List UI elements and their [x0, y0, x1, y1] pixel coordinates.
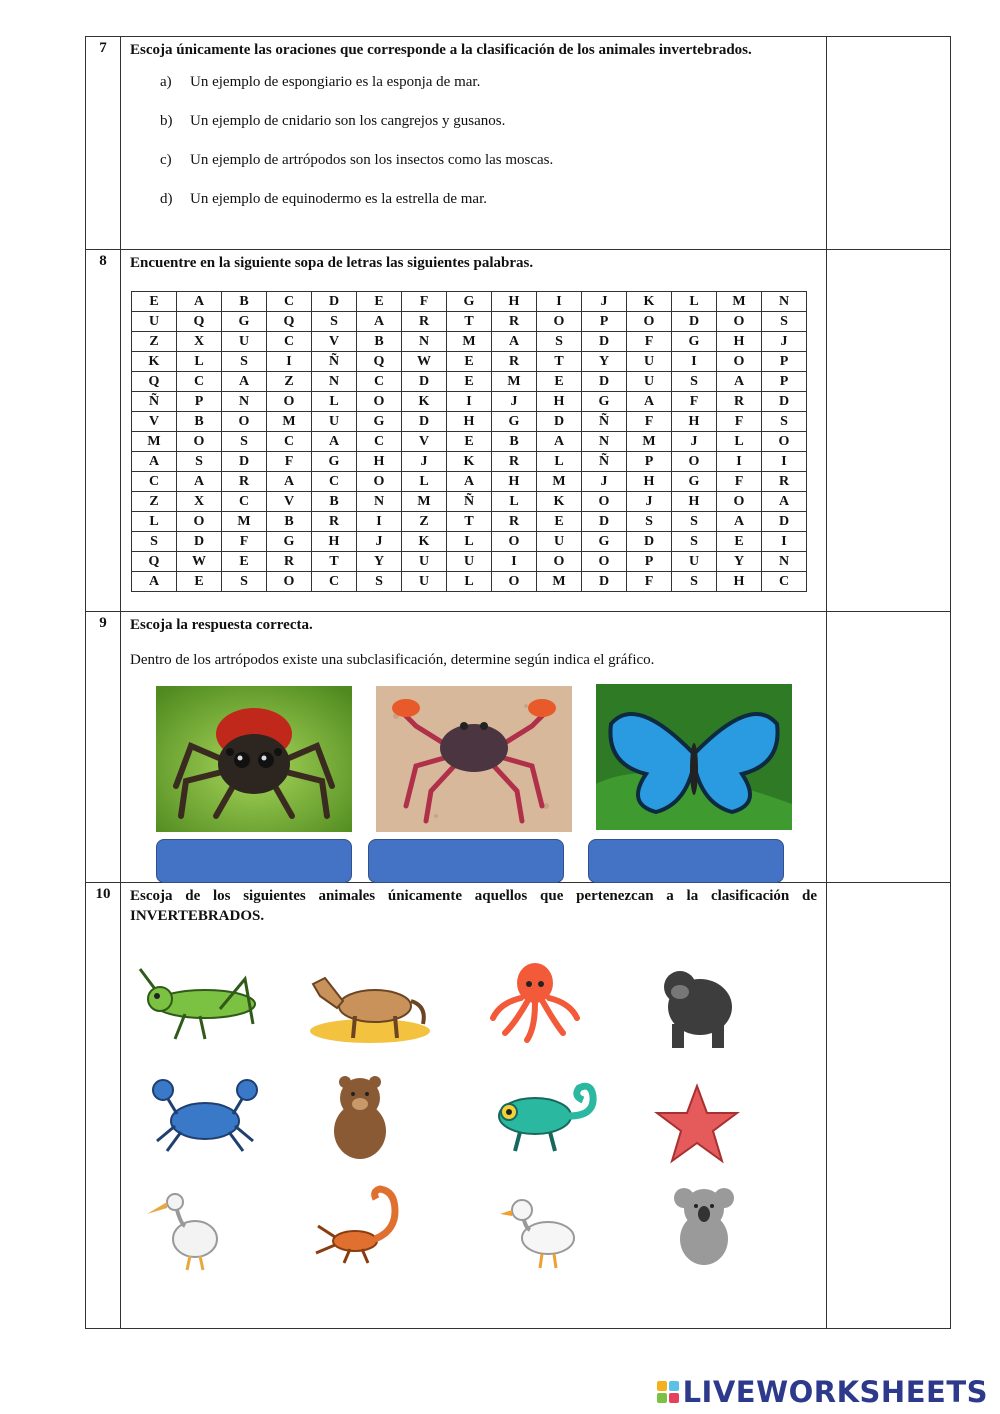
grid-cell[interactable]: E	[537, 512, 582, 532]
score-cell	[827, 883, 951, 1329]
grid-cell[interactable]: I	[762, 452, 807, 472]
grid-cell[interactable]: G	[672, 472, 717, 492]
grid-cell[interactable]: O	[267, 572, 312, 592]
grid-cell[interactable]: Z	[402, 512, 447, 532]
grid-cell[interactable]: A	[627, 392, 672, 412]
grid-cell[interactable]: S	[627, 512, 672, 532]
grid-cell[interactable]: H	[627, 472, 672, 492]
spider-photo	[156, 686, 352, 832]
grid-cell[interactable]: A	[267, 472, 312, 492]
grid-cell[interactable]: Y	[357, 552, 402, 572]
grid-cell[interactable]: A	[177, 292, 222, 312]
grid-cell[interactable]: L	[492, 492, 537, 512]
grid-cell[interactable]: T	[447, 512, 492, 532]
grid-cell[interactable]: I	[762, 532, 807, 552]
grid-cell[interactable]: N	[312, 372, 357, 392]
grid-cell[interactable]: S	[357, 572, 402, 592]
grid-cell[interactable]: H	[357, 452, 402, 472]
grid-cell[interactable]: I	[357, 512, 402, 532]
grid-cell[interactable]: Ñ	[312, 352, 357, 372]
grid-cell[interactable]: M	[717, 292, 762, 312]
grid-cell[interactable]: U	[447, 552, 492, 572]
grid-row	[132, 452, 807, 472]
answer-box-3[interactable]	[588, 839, 784, 883]
grid-cell[interactable]: N	[582, 432, 627, 452]
grid-cell[interactable]: S	[672, 512, 717, 532]
grid-cell[interactable]: R	[492, 352, 537, 372]
grid-cell[interactable]: J	[582, 292, 627, 312]
grid-cell[interactable]: E	[177, 572, 222, 592]
grid-cell[interactable]: P	[762, 352, 807, 372]
grid-cell[interactable]: A	[492, 332, 537, 352]
grid-cell[interactable]: D	[222, 452, 267, 472]
question-9-row	[86, 612, 951, 883]
grid-cell[interactable]: D	[762, 392, 807, 412]
grid-cell[interactable]: O	[672, 452, 717, 472]
grid-cell[interactable]: C	[132, 472, 177, 492]
grid-cell[interactable]: U	[402, 572, 447, 592]
grid-cell[interactable]: U	[627, 352, 672, 372]
grid-cell[interactable]: S	[222, 432, 267, 452]
grid-cell[interactable]: H	[717, 572, 762, 592]
question-title: Escoja la respuesta correcta.	[130, 617, 313, 633]
grid-cell[interactable]: T	[312, 552, 357, 572]
grid-cell[interactable]: L	[312, 392, 357, 412]
grid-cell[interactable]: W	[177, 552, 222, 572]
worksheet-table	[85, 36, 951, 1329]
grid-cell[interactable]: K	[447, 452, 492, 472]
grid-cell[interactable]: D	[672, 312, 717, 332]
grid-cell[interactable]: L	[537, 452, 582, 472]
grid-cell[interactable]: O	[762, 432, 807, 452]
option-b[interactable]: b) Un ejemplo de cnidario son los cangrejos y gusanos.	[160, 113, 506, 129]
grid-cell[interactable]: C	[762, 572, 807, 592]
grid-row	[132, 532, 807, 552]
question-number: 7	[86, 37, 121, 250]
grid-cell[interactable]: M	[267, 412, 312, 432]
grid-cell[interactable]: Ñ	[132, 392, 177, 412]
question-7-row	[86, 37, 951, 250]
grid-row	[132, 572, 807, 592]
grid-cell[interactable]: Ñ	[582, 412, 627, 432]
grid-cell[interactable]: N	[357, 492, 402, 512]
grid-cell[interactable]: O	[177, 432, 222, 452]
grid-cell[interactable]: U	[312, 412, 357, 432]
grid-cell[interactable]: P	[627, 452, 672, 472]
grid-cell[interactable]: D	[582, 512, 627, 532]
gorilla-icon[interactable]	[640, 962, 770, 1052]
crab-icon[interactable]	[145, 1076, 275, 1166]
score-cell	[827, 37, 951, 250]
grid-cell[interactable]: O	[177, 512, 222, 532]
grid-cell[interactable]: G	[312, 452, 357, 472]
grid-cell[interactable]: E	[717, 532, 762, 552]
grid-cell[interactable]: G	[582, 532, 627, 552]
grid-cell[interactable]: O	[492, 572, 537, 592]
grid-cell[interactable]: X	[177, 332, 222, 352]
grid-cell[interactable]: Y	[582, 352, 627, 372]
grid-row	[132, 392, 807, 412]
grid-cell[interactable]: M	[447, 332, 492, 352]
grid-cell[interactable]: F	[222, 532, 267, 552]
grid-cell[interactable]: C	[177, 372, 222, 392]
grid-cell[interactable]: Q	[132, 552, 177, 572]
grid-cell[interactable]: M	[537, 472, 582, 492]
grid-cell[interactable]: G	[672, 332, 717, 352]
grid-cell[interactable]: B	[222, 292, 267, 312]
grid-cell[interactable]: S	[672, 532, 717, 552]
grid-cell[interactable]: U	[402, 552, 447, 572]
grid-cell[interactable]: M	[537, 572, 582, 592]
grid-cell[interactable]: A	[222, 372, 267, 392]
brand-name: LIVEWORKSHEETS	[682, 1375, 988, 1409]
grid-cell[interactable]: J	[672, 432, 717, 452]
grid-cell[interactable]: U	[627, 372, 672, 392]
option-c[interactable]: c) Un ejemplo de artrópodos son los insectos como las moscas.	[160, 152, 554, 168]
grid-cell[interactable]: O	[717, 352, 762, 372]
grid-cell[interactable]: C	[267, 292, 312, 312]
grid-cell[interactable]: O	[492, 532, 537, 552]
koala-icon[interactable]	[670, 1184, 800, 1274]
grid-cell[interactable]: E	[357, 292, 402, 312]
grid-cell[interactable]: A	[177, 472, 222, 492]
grid-cell[interactable]: C	[267, 332, 312, 352]
grid-cell[interactable]: L	[672, 292, 717, 312]
grid-cell[interactable]: U	[672, 552, 717, 572]
question-8-content	[121, 250, 827, 612]
grid-cell[interactable]: A	[132, 452, 177, 472]
grid-cell[interactable]: J	[492, 392, 537, 412]
chameleon-icon[interactable]	[485, 1076, 615, 1166]
grid-cell[interactable]: C	[357, 432, 402, 452]
grid-cell[interactable]: Z	[132, 332, 177, 352]
grid-row	[132, 412, 807, 432]
grid-cell[interactable]: P	[627, 552, 672, 572]
question-8-row	[86, 250, 951, 612]
grid-cell[interactable]: T	[537, 352, 582, 372]
scorpion-icon[interactable]	[310, 1181, 440, 1271]
animals-grid	[130, 926, 817, 1326]
question-10-row	[86, 883, 951, 1329]
grid-cell[interactable]: D	[582, 332, 627, 352]
grid-cell[interactable]: A	[357, 312, 402, 332]
question-text: Dentro de los artrópodos existe una subclasificación, determine según indica el gráfico.	[130, 652, 655, 668]
grid-cell[interactable]: V	[267, 492, 312, 512]
grid-cell[interactable]: D	[177, 532, 222, 552]
grid-cell[interactable]: I	[267, 352, 312, 372]
grid-cell[interactable]: F	[267, 452, 312, 472]
grid-cell[interactable]: O	[357, 472, 402, 492]
answer-box-2[interactable]	[368, 839, 564, 883]
grid-cell[interactable]: I	[537, 292, 582, 312]
question-number: 8	[86, 250, 121, 612]
grid-cell[interactable]: B	[492, 432, 537, 452]
grid-cell[interactable]: D	[537, 412, 582, 432]
grid-cell[interactable]: D	[627, 532, 672, 552]
grid-cell[interactable]: H	[492, 292, 537, 312]
grid-cell[interactable]: S	[762, 312, 807, 332]
bear-icon[interactable]	[315, 1076, 445, 1166]
liveworksheets-logo-icon	[657, 1381, 679, 1403]
grid-cell[interactable]: G	[222, 312, 267, 332]
grid-cell[interactable]: F	[627, 332, 672, 352]
grid-cell[interactable]: R	[402, 312, 447, 332]
grid-cell[interactable]: M	[222, 512, 267, 532]
option-d[interactable]: d) Un ejemplo de equinodermo es la estrella de mar.	[160, 191, 487, 207]
grid-cell[interactable]: O	[717, 492, 762, 512]
grid-cell[interactable]: G	[582, 392, 627, 412]
grid-cell[interactable]: R	[762, 472, 807, 492]
grid-cell[interactable]: W	[402, 352, 447, 372]
grid-row	[132, 292, 807, 312]
starfish-icon[interactable]	[652, 1081, 782, 1171]
grid-cell[interactable]: C	[222, 492, 267, 512]
horse-icon[interactable]	[305, 956, 435, 1046]
question-number: 10	[86, 883, 121, 1329]
grid-cell[interactable]: E	[447, 372, 492, 392]
grasshopper-icon[interactable]	[135, 964, 265, 1054]
grid-row	[132, 512, 807, 532]
grid-cell[interactable]: O	[717, 312, 762, 332]
pelican-icon[interactable]	[145, 1184, 275, 1274]
grid-cell[interactable]: U	[537, 532, 582, 552]
grid-cell[interactable]: J	[357, 532, 402, 552]
grid-cell[interactable]: K	[402, 532, 447, 552]
grid-cell[interactable]: S	[537, 332, 582, 352]
grid-row	[132, 312, 807, 332]
question-10-content	[121, 883, 827, 1329]
question-title: Escoja únicamente las oraciones que corresponde a la clasificación de los animales invertebrados.	[130, 42, 752, 58]
grid-cell[interactable]: G	[492, 412, 537, 432]
grid-cell[interactable]: C	[312, 572, 357, 592]
grid-cell[interactable]: C	[267, 432, 312, 452]
question-9-content	[121, 612, 827, 883]
grid-cell[interactable]: D	[402, 412, 447, 432]
grid-row	[132, 432, 807, 452]
grid-cell[interactable]: E	[222, 552, 267, 572]
grid-cell[interactable]: C	[357, 372, 402, 392]
grid-cell[interactable]: G	[267, 532, 312, 552]
grid-cell[interactable]: R	[222, 472, 267, 492]
grid-cell[interactable]: R	[492, 452, 537, 472]
grid-cell[interactable]: Ñ	[582, 452, 627, 472]
question-title: Escoja de los siguientes animales únicamente aquellos que pertenezcan a la clasificación de INVERTEBRADOS.	[130, 888, 817, 924]
grid-cell[interactable]: E	[537, 372, 582, 392]
grid-cell[interactable]: S	[222, 352, 267, 372]
grid-cell[interactable]: V	[312, 332, 357, 352]
grid-cell[interactable]: F	[717, 412, 762, 432]
score-cell	[827, 612, 951, 883]
grid-cell[interactable]: F	[672, 392, 717, 412]
grid-cell[interactable]: A	[312, 432, 357, 452]
grid-cell[interactable]: B	[357, 332, 402, 352]
brand-footer	[657, 1375, 988, 1409]
grid-row	[132, 332, 807, 352]
grid-cell[interactable]: A	[717, 512, 762, 532]
crab-photo	[376, 686, 572, 832]
grid-cell[interactable]: N	[762, 552, 807, 572]
grid-cell[interactable]: L	[402, 472, 447, 492]
grid-cell[interactable]: F	[627, 572, 672, 592]
grid-cell[interactable]: D	[582, 572, 627, 592]
grid-cell[interactable]: G	[447, 292, 492, 312]
grid-cell[interactable]: F	[402, 292, 447, 312]
word-search-grid[interactable]	[131, 291, 807, 592]
grid-cell[interactable]: R	[267, 552, 312, 572]
grid-cell[interactable]: I	[447, 392, 492, 412]
grid-cell[interactable]: I	[672, 352, 717, 372]
grid-cell[interactable]: Q	[267, 312, 312, 332]
grid-cell[interactable]: F	[627, 412, 672, 432]
grid-cell[interactable]: K	[537, 492, 582, 512]
grid-cell[interactable]: P	[762, 372, 807, 392]
grid-cell[interactable]: N	[222, 392, 267, 412]
grid-cell[interactable]: M	[402, 492, 447, 512]
grid-cell[interactable]: V	[402, 432, 447, 452]
grid-cell[interactable]: O	[582, 492, 627, 512]
grid-cell[interactable]: S	[132, 532, 177, 552]
grid-cell[interactable]: H	[537, 392, 582, 412]
grid-cell[interactable]: Q	[177, 312, 222, 332]
grid-cell[interactable]: T	[447, 312, 492, 332]
grid-cell[interactable]: D	[582, 372, 627, 392]
grid-cell[interactable]: D	[762, 512, 807, 532]
score-cell	[827, 250, 951, 612]
grid-cell[interactable]: Ñ	[447, 492, 492, 512]
grid-cell[interactable]: O	[582, 552, 627, 572]
grid-cell[interactable]: J	[762, 332, 807, 352]
worksheet	[85, 36, 931, 1328]
grid-cell[interactable]: Q	[132, 372, 177, 392]
octopus-icon[interactable]	[485, 958, 615, 1048]
grid-cell[interactable]: L	[447, 572, 492, 592]
grid-cell[interactable]: S	[222, 572, 267, 592]
arthropod-images	[130, 669, 817, 869]
duck-icon[interactable]	[500, 1188, 630, 1278]
grid-cell[interactable]: F	[717, 472, 762, 492]
question-title: Encuentre en la siguiente sopa de letras las siguientes palabras.	[130, 255, 534, 271]
grid-cell[interactable]: V	[132, 412, 177, 432]
grid-row	[132, 352, 807, 372]
grid-cell[interactable]: B	[312, 492, 357, 512]
grid-cell[interactable]: S	[672, 572, 717, 592]
question-7-content	[121, 37, 827, 250]
grid-cell[interactable]: O	[537, 312, 582, 332]
grid-cell[interactable]: K	[132, 352, 177, 372]
grid-cell[interactable]: L	[717, 432, 762, 452]
grid-cell[interactable]: P	[582, 312, 627, 332]
grid-cell[interactable]: C	[312, 472, 357, 492]
grid-cell[interactable]: H	[447, 412, 492, 432]
grid-cell[interactable]: R	[492, 512, 537, 532]
grid-cell[interactable]: I	[492, 552, 537, 572]
grid-cell[interactable]: O	[267, 392, 312, 412]
grid-cell[interactable]: O	[357, 392, 402, 412]
grid-cell[interactable]: H	[672, 412, 717, 432]
grid-row	[132, 492, 807, 512]
grid-cell[interactable]: G	[357, 412, 402, 432]
grid-cell[interactable]: S	[312, 312, 357, 332]
grid-cell[interactable]: E	[132, 292, 177, 312]
grid-cell[interactable]: L	[177, 352, 222, 372]
grid-cell[interactable]: S	[177, 452, 222, 472]
grid-cell[interactable]: E	[447, 352, 492, 372]
grid-cell[interactable]: O	[537, 552, 582, 572]
grid-cell[interactable]: L	[132, 512, 177, 532]
grid-cell[interactable]: M	[132, 432, 177, 452]
grid-cell[interactable]: E	[447, 432, 492, 452]
grid-cell[interactable]: L	[447, 532, 492, 552]
grid-cell[interactable]: N	[402, 332, 447, 352]
grid-cell[interactable]: R	[492, 312, 537, 332]
grid-cell[interactable]: H	[312, 532, 357, 552]
grid-cell[interactable]: B	[177, 412, 222, 432]
grid-cell[interactable]: K	[627, 292, 672, 312]
grid-cell[interactable]: R	[312, 512, 357, 532]
question-number: 9	[86, 612, 121, 883]
grid-cell[interactable]: A	[537, 432, 582, 452]
answer-box-1[interactable]	[156, 839, 352, 883]
grid-cell[interactable]: Q	[357, 352, 402, 372]
grid-cell[interactable]: O	[222, 412, 267, 432]
grid-row	[132, 472, 807, 492]
grid-cell[interactable]: D	[402, 372, 447, 392]
grid-cell[interactable]: J	[627, 492, 672, 512]
grid-row	[132, 552, 807, 572]
grid-cell[interactable]: J	[402, 452, 447, 472]
grid-cell[interactable]: P	[177, 392, 222, 412]
grid-cell[interactable]: S	[762, 412, 807, 432]
grid-cell[interactable]: Z	[267, 372, 312, 392]
grid-cell[interactable]: R	[717, 392, 762, 412]
grid-cell[interactable]: I	[717, 452, 762, 472]
grid-cell[interactable]: A	[132, 572, 177, 592]
grid-cell[interactable]: M	[627, 432, 672, 452]
grid-cell[interactable]: N	[762, 292, 807, 312]
grid-cell[interactable]: X	[177, 492, 222, 512]
grid-cell[interactable]: U	[222, 332, 267, 352]
grid-cell[interactable]: H	[672, 492, 717, 512]
grid-cell[interactable]: Y	[717, 552, 762, 572]
grid-cell[interactable]: A	[717, 372, 762, 392]
grid-cell[interactable]: J	[582, 472, 627, 492]
grid-cell[interactable]: A	[447, 472, 492, 492]
grid-cell[interactable]: S	[672, 372, 717, 392]
grid-cell[interactable]: H	[717, 332, 762, 352]
grid-row	[132, 372, 807, 392]
grid-cell[interactable]: D	[312, 292, 357, 312]
grid-cell[interactable]: K	[402, 392, 447, 412]
grid-cell[interactable]: M	[492, 372, 537, 392]
grid-cell[interactable]: A	[762, 492, 807, 512]
butterfly-photo	[596, 684, 792, 830]
grid-cell[interactable]: U	[132, 312, 177, 332]
grid-cell[interactable]: O	[627, 312, 672, 332]
grid-cell[interactable]: B	[267, 512, 312, 532]
grid-cell[interactable]: Z	[132, 492, 177, 512]
options-list	[160, 74, 817, 230]
grid-cell[interactable]: H	[492, 472, 537, 492]
option-a[interactable]: a) Un ejemplo de espongiario es la esponja de mar.	[160, 74, 481, 90]
